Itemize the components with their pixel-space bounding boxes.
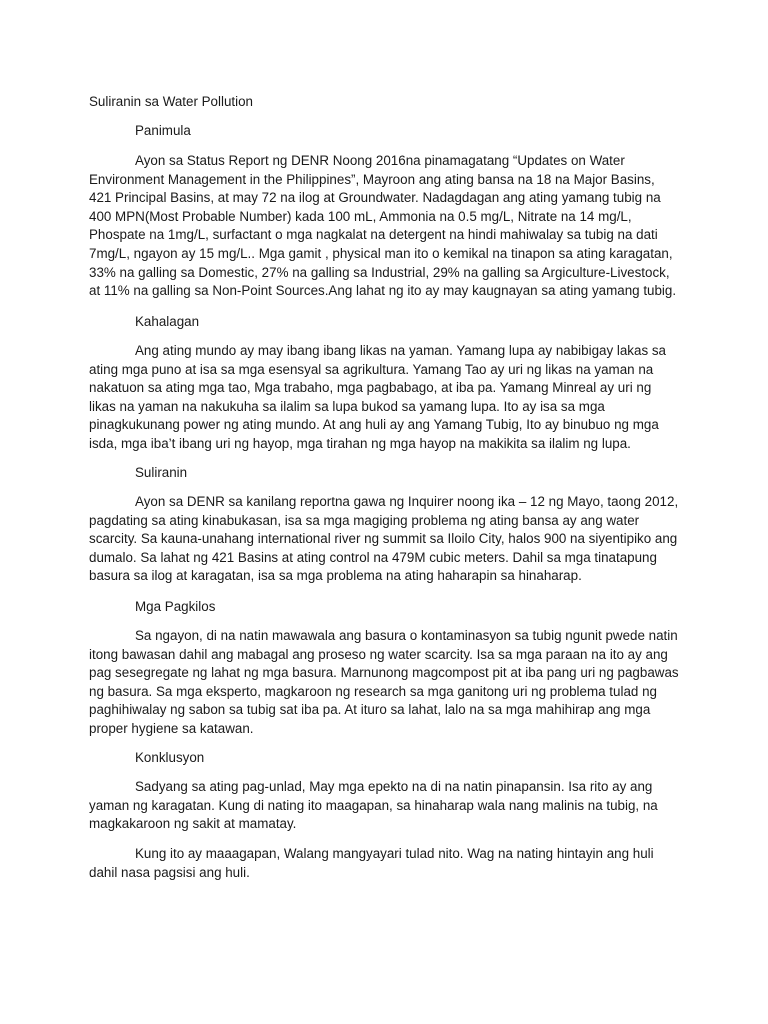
section-heading-panimula: Panimula <box>135 123 191 138</box>
paragraph-panimula: Ayon sa Status Report ng DENR Noong 2016na pinamagatang “Updates on Water Environment Management in the Philippines”, Mayroon ang ating bansa na 18 na Major Basins, 421 Principal Basins, at may 72 na ilog at Groundwater. Nadagdagan ang ating yamang tubig na 400 MPN(Most Probable Number) kada 100 mL, Ammonia na 0.5 mg/L, Nitrate na 14 mg/L, Phospate na 1mg/L, surfactant o mga nagkalat na detergent na hindi mahiwalay sa tubig na dati 7mg/L, ngayon ay 15 mg/L.. Mga gamit , physical man ito o kemikal na tinapon sa ating karagatan, 33% na galling sa Domestic, 27% na galling sa Industrial, 29% na galling sa Argiculture-Livestock, at 11% na galling sa Non-Point Sources.Ang lahat ng ito ay may kaugnayan sa ating yamang tubig. <box>89 153 677 299</box>
section-heading-mga-pagkilos: Mga Pagkilos <box>135 599 216 614</box>
paragraph-suliranin: Ayon sa DENR sa kanilang reportna gawa ng Inquirer noong ika – 12 ng Mayo, taong 2012, pagdating sa ating kinabukasan, isa sa mga magiging problema ng ating bansa ay ang water scarcity. Sa kauna-unahang international river ng summit sa Iloilo City, halos 900 na siyentipiko ang dumalo. Sa lahat ng 421 Basins at ating control na 479M cubic meters. Dahil sa mga tinatapung basura sa ilog at karagatan, isa sa mga problema na ating haharapin sa hinaharap. <box>89 494 679 584</box>
section-heading-kahalagan: Kahalagan <box>135 314 200 329</box>
paragraph-kahalagan: Ang ating mundo ay may ibang ibang likas na yaman. Yamang lupa ay nabibigay lakas sa ating mga puno at isa sa mga esensyal sa agrikultura. Yamang Tao ay uri ng likas na yaman na nakatuon sa ating mga tao, Mga trabaho, mga pagbabago, at iba pa. Yamang Minreal ay uri ng likas na yaman na nakukuha sa ilalim sa lupa bukod sa yamang lupa. Ito ay isa sa mga pinagkukunang power ng ating mundo. At ang huli ay ang Yamang Tubig, Ito ay binubuo ng mga isda, mga iba’t ibang uri ng hayop, mga tirahan ng mga hayop na makikita sa ilalim ng lupa. <box>89 343 667 451</box>
section-heading-suliranin: Suliranin <box>135 465 188 480</box>
paragraph-mga-pagkilos: Sa ngayon, di na natin mawawala ang basura o kontaminasyon sa tubig ngunit pwede natin itong bawasan dahil ang mabagal ang proseso ng water scarcity. Isa sa mga paraan na ito ay ang pag sesegregate ng lahat ng mga basura. Marnunong magcompost pit at iba pang uri ng pagbawas ng basura. Sa mga eksperto, magkaroon ng research sa mga ganitong uri ng problema tulad ng paghihiwalay ng sabon sa tubig sat iba pa. At ituro sa lahat, lalo na sa mga mahihirap ang mga proper hygiene sa katawan. <box>89 628 679 736</box>
section-heading-konklusyon: Konklusyon <box>135 750 205 765</box>
paragraph-konklusyon-2: Kung ito ay maaagapan, Walang mangyayari tulad nito. Wag na nating hintayin ang huli dahil nasa pagsisi ang huli. <box>89 846 654 880</box>
paragraph-konklusyon-1: Sadyang sa ating pag-unlad, May mga epekto na di na natin pinapansin. Isa rito ay ang yaman ng karagatan. Kung di nating ito maagapan, sa hinaharap wala nang malinis na tubig, na magkakaroon ng sakit at mamatay. <box>89 779 658 832</box>
document-title: Suliranin sa Water Pollution <box>89 94 253 109</box>
